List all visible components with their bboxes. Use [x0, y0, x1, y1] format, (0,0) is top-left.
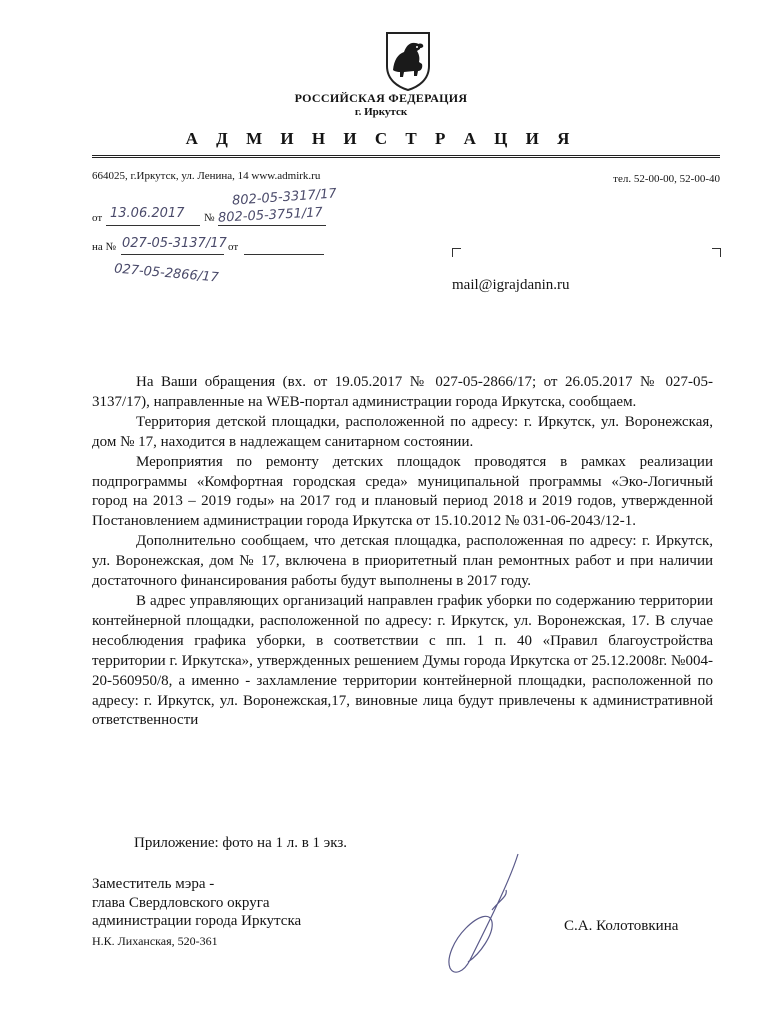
body-paragraph: Территория детской площадки, расположенной по адресу: г. Иркутск, ул. Воронежская, дом № 17, находится в надлежащем санитарном состоянии.	[92, 413, 713, 450]
signer-name: С.А. Колотовкина	[564, 918, 679, 934]
signer-position-line: администрации города Иркутска	[92, 913, 302, 929]
handwritten-signature	[440, 850, 530, 980]
handwritten-outgoing-date: 13.06.2017	[110, 206, 185, 221]
body-paragraph: В адрес управляющих организаций направлен график уборки по содержанию территории контейнерной площадки, расположенной по адресу: г. Иркутск, ул. Воронежская, 17. В случае несоблюдения графика уборки, в соответствии с пп. 1 п. 40 «Правил благоустройства территории г. Иркутска», утвержденных решением Думы города Иркутска от 25.12.2008г. №004-20-560950/8, а именно - захламление территории контейнерной площадки, расположенной по адресу: г. Иркутск, ул. Воронежская,17, виновные лица будут привлечены к административной ответственности	[92, 592, 713, 729]
letter-body	[92, 373, 713, 731]
outgoing-date-underline	[106, 225, 200, 226]
reference-number-underline	[121, 254, 224, 255]
body-paragraph: На Ваши обращения (вх. от 19.05.2017 № 027-05-2866/17; от 26.05.2017 № 027-05-3137/17), направленные на WEB-портал администрации города Иркутска, сообщаем.	[92, 374, 713, 410]
body-paragraph: Мероприятия по ремонту детских площадок проводятся в рамках реализации подпрограммы «Комфортная городская среда» муниципальной программы «Эко-Логичный город на 2013 – 2019 годы» на 2017 год и плановый период 2018 и 2019 годов, утвержденной Постановлением администрации города Иркутска от 15.10.2012 № 031-06-2043/12-1.	[92, 453, 713, 530]
city-name: г. Иркутск	[354, 106, 408, 118]
signer-position-line: Заместитель мэра -	[92, 876, 215, 892]
recipient-email: mail@igrajdanin.ru	[452, 277, 570, 293]
organization-address: 664025, г.Иркутск, ул. Ленина, 14 www.admirk.ru	[92, 170, 321, 182]
handwritten-outgoing-number: 802-05-3751/17	[217, 205, 324, 226]
signer-position	[92, 875, 301, 931]
handwritten-reference-number: 027-05-3137/17	[122, 236, 227, 251]
outgoing-date-label: от	[92, 212, 103, 224]
signer-position-line: глава Свердловского округа	[92, 894, 270, 911]
reference-number-label: на №	[92, 241, 117, 253]
header-divider	[92, 155, 720, 158]
reference-date-label: от	[228, 241, 239, 253]
outgoing-number-underline	[218, 225, 326, 226]
recipient-corner-left	[452, 248, 461, 257]
recipient-corner-right	[712, 248, 721, 257]
organization-title: А Д М И Н И С Т Р А Ц И Я	[185, 129, 577, 148]
executor-contact: Н.К. Лиханская, 520-361	[92, 934, 218, 948]
reference-date-underline	[244, 254, 324, 255]
attachment-note: Приложение: фото на 1 л. в 1 экз.	[134, 835, 348, 851]
country-name: РОССИЙСКАЯ ФЕДЕРАЦИЯ	[294, 91, 468, 105]
body-paragraph: Дополнительно сообщаем, что детская площадка, расположенная по адресу: г. Иркутск, ул. Воронежская, дом № 17, включена в приоритетный план ремонтных работ и при наличии достаточного финансирования работы будут выполнены в 2017 году.	[92, 533, 713, 590]
outgoing-number-label: №	[204, 212, 215, 224]
organization-phone: тел. 52-00-00, 52-00-40	[613, 173, 720, 185]
handwritten-reference-number-second: 027-05-2866/17	[113, 261, 220, 286]
coat-of-arms-icon	[384, 30, 432, 92]
handwritten-outgoing-number-upper: 802-05-3317/17	[231, 186, 338, 209]
